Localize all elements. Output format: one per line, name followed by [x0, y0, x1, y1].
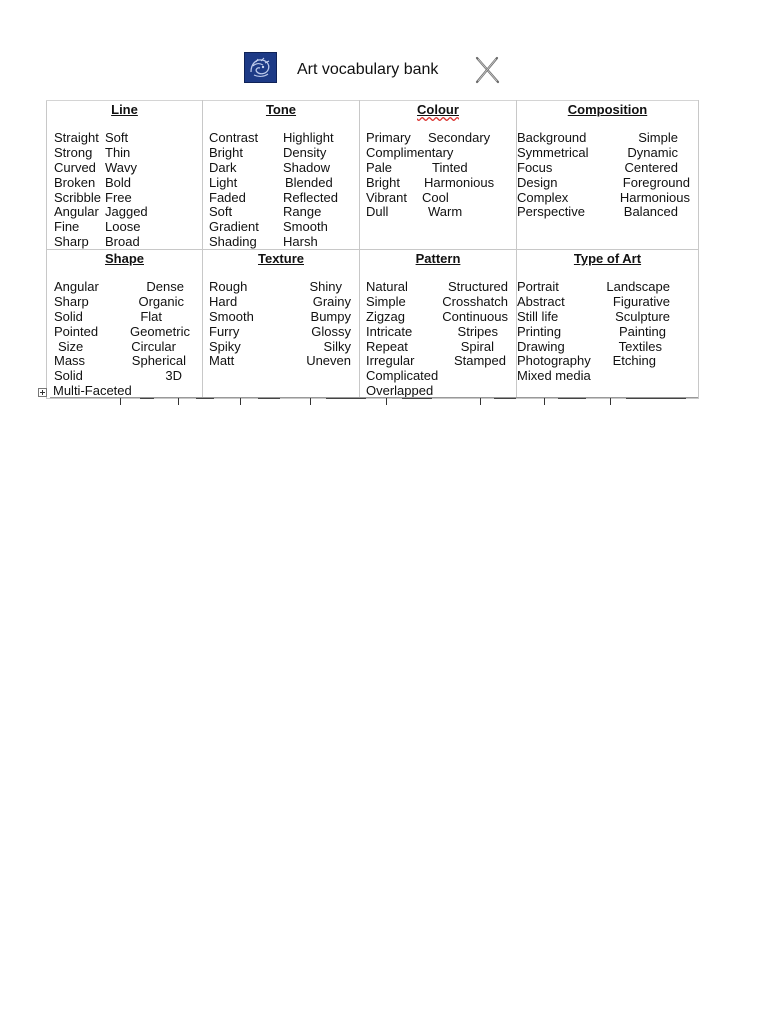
- word-pair: Pointed Geometric: [54, 323, 190, 339]
- word-pair: Still life Sculpture: [517, 308, 670, 324]
- word-pair: Complimentary: [366, 144, 454, 160]
- vocabulary-table: [46, 100, 699, 399]
- word-pair: Complex Harmonious: [517, 189, 690, 205]
- word-pair: Furry Glossy: [209, 323, 351, 339]
- word-pair: Sharp Broad: [54, 234, 140, 250]
- word-pair: Natural Structured: [366, 279, 508, 294]
- word-pair: Vibrant Cool: [366, 189, 449, 205]
- word-pair: Zigzag Continuous: [366, 308, 508, 324]
- word-pair: Mass Spherical: [54, 353, 186, 369]
- word-pair: Bright Harmonious: [366, 174, 495, 190]
- category-title: Composition: [567, 102, 648, 117]
- document-title: Art vocabulary bank: [297, 61, 439, 78]
- word-pair: Portrait Landscape: [517, 279, 670, 294]
- category-title: Line: [111, 102, 138, 117]
- word-pair: Focus Centered: [517, 159, 678, 175]
- word-pair: Light Blended: [209, 174, 333, 190]
- word-pair: Design Foreground: [517, 174, 690, 190]
- category-cell-pattern: [360, 250, 517, 399]
- category-cell-texture: [203, 250, 360, 399]
- word-pair: Pale Tinted: [366, 159, 468, 175]
- word-pair: Strong Thin: [54, 144, 131, 160]
- word-pair: Bright Density: [209, 144, 327, 160]
- category-cell-colour: [360, 101, 517, 250]
- word-pair: Size Circular: [58, 338, 176, 354]
- word-pair: Curved Wavy: [54, 159, 138, 175]
- word-pair: Solid 3D: [54, 368, 182, 384]
- word-pair: Printing Painting: [517, 323, 666, 339]
- cross-icon: [474, 56, 500, 84]
- table-expand-icon[interactable]: [38, 388, 47, 397]
- word-pair: Irregular Stamped: [366, 353, 506, 369]
- word-pair: Solid Flat: [54, 308, 162, 324]
- pattern-overflow-word: Overlapped: [366, 383, 434, 398]
- word-pair: Mixed media: [517, 368, 591, 384]
- shape-overflow-word: Multi-Faceted: [53, 383, 132, 398]
- word-pair: Gradient Smooth: [209, 219, 328, 235]
- word-pair: Simple Crosshatch: [366, 293, 508, 309]
- word-pair: Smooth Bumpy: [209, 308, 351, 324]
- category-title: Shape: [104, 251, 144, 266]
- word-pair: Fine Loose: [54, 219, 141, 235]
- word-pair: Dark Shadow: [209, 159, 330, 175]
- category-title: Pattern: [415, 251, 461, 266]
- category-cell-composition: [517, 101, 699, 250]
- word-pair: Complicated: [366, 368, 439, 384]
- word-pair: Sharp Organic: [54, 293, 184, 309]
- word-pair: Broken Bold: [54, 174, 132, 190]
- word-pair: Contrast Highlight: [209, 130, 334, 145]
- word-pair: Abstract Figurative: [517, 293, 670, 309]
- category-title: Tone: [265, 102, 297, 117]
- word-pair: Spiky Silky: [209, 338, 351, 354]
- category-title: Type of Art: [573, 251, 642, 266]
- category-cell-line: [47, 101, 203, 250]
- word-pair: Matt Uneven: [209, 353, 351, 369]
- word-pair: Soft Range: [209, 204, 322, 220]
- word-pair: Angular Dense: [54, 279, 184, 294]
- word-pair: Photography Etching: [517, 353, 656, 369]
- word-pair: Straight Soft: [54, 130, 129, 145]
- word-pair: Dull Warm: [366, 204, 463, 220]
- word-pair: Perspective Balanced: [517, 204, 678, 220]
- word-pair: Rough Shiny: [209, 279, 342, 294]
- document-header: [244, 52, 504, 86]
- table-row: [47, 250, 699, 399]
- table-row: [47, 101, 699, 250]
- word-pair: Repeat Spiral: [366, 338, 494, 354]
- category-cell-type-of-art: [517, 250, 699, 399]
- ornate-emblem-icon: [244, 52, 277, 83]
- word-pair: Primary Secondary: [366, 130, 491, 145]
- word-pair: Shading Harsh: [209, 234, 318, 250]
- word-pair: Hard Grainy: [209, 293, 351, 309]
- category-title: Texture: [258, 251, 304, 266]
- category-cell-tone: [203, 101, 360, 250]
- word-pair: Intricate Stripes: [366, 323, 498, 339]
- truncated-table-row: [50, 397, 698, 406]
- category-cell-shape: [47, 250, 203, 399]
- word-pair: Symmetrical Dynamic: [517, 144, 678, 160]
- category-title: Colour: [417, 102, 459, 117]
- word-pair: Angular Jagged: [54, 204, 148, 220]
- word-pair: Background Simple: [517, 130, 678, 145]
- word-pair: Drawing Textiles: [517, 338, 662, 354]
- word-pair: Scribble Free: [54, 189, 132, 205]
- word-pair: Faded Reflected: [209, 189, 338, 205]
